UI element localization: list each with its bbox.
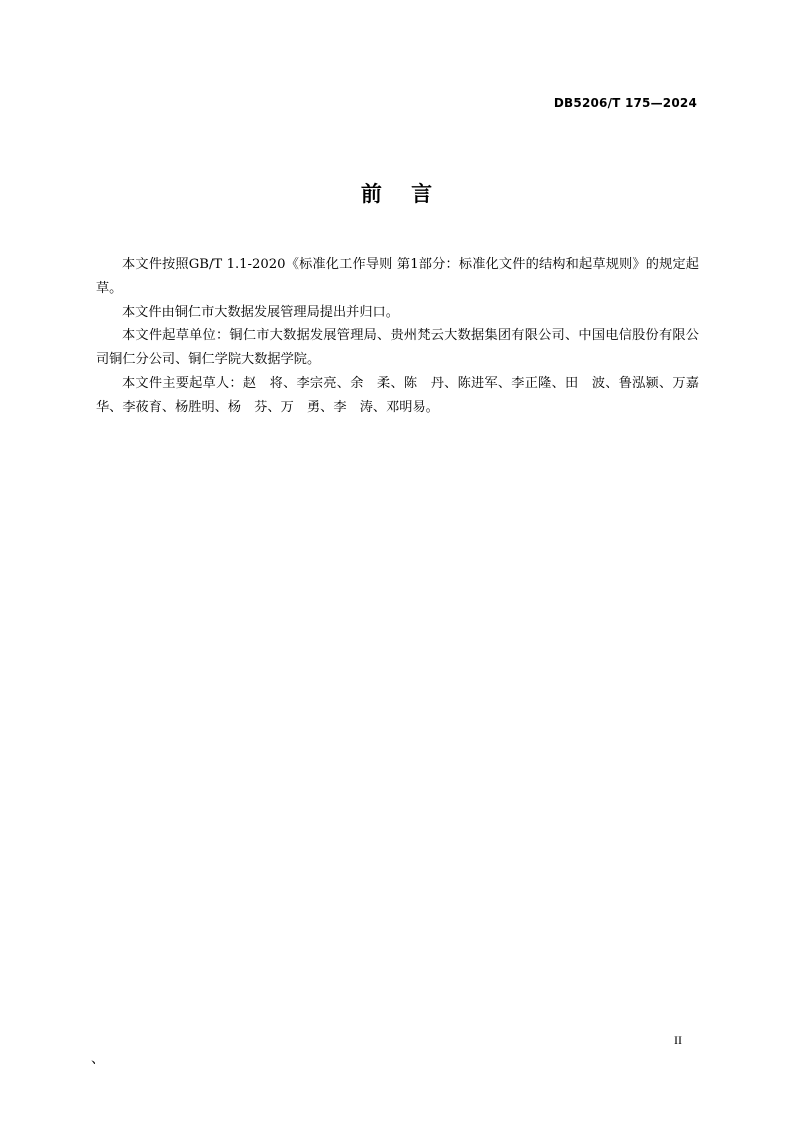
paragraph-drafting-units: 本文件起草单位：铜仁市大数据发展管理局、贵州梵云大数据集团有限公司、中国电信股份有限公司铜仁分公司、铜仁学院大数据学院。	[96, 328, 699, 368]
page-number: II	[674, 1033, 682, 1047]
standard-code: DB5206/T 175—2024	[553, 96, 697, 110]
paragraph-proposer: 本文件由铜仁市大数据发展管理局提出并归口。	[122, 304, 399, 320]
foreword-body	[96, 253, 699, 420]
corner-mark: 、	[91, 1051, 105, 1067]
paragraph-drafters: 本文件主要起草人：赵 将、李宗亮、余 柔、陈 丹、陈进军、李正隆、田 波、鲁泓颍、万嘉华、李莜育、杨胜明、杨 芬、万 勇、李 涛、邓明易。	[96, 375, 699, 415]
page-title: 前 言	[360, 182, 433, 206]
paragraph-drafting-basis: 本文件按照GB/T 1.1-2020《标准化工作导则 第1部分：标准化文件的结构和起草规则》的规定起草。	[96, 257, 699, 296]
